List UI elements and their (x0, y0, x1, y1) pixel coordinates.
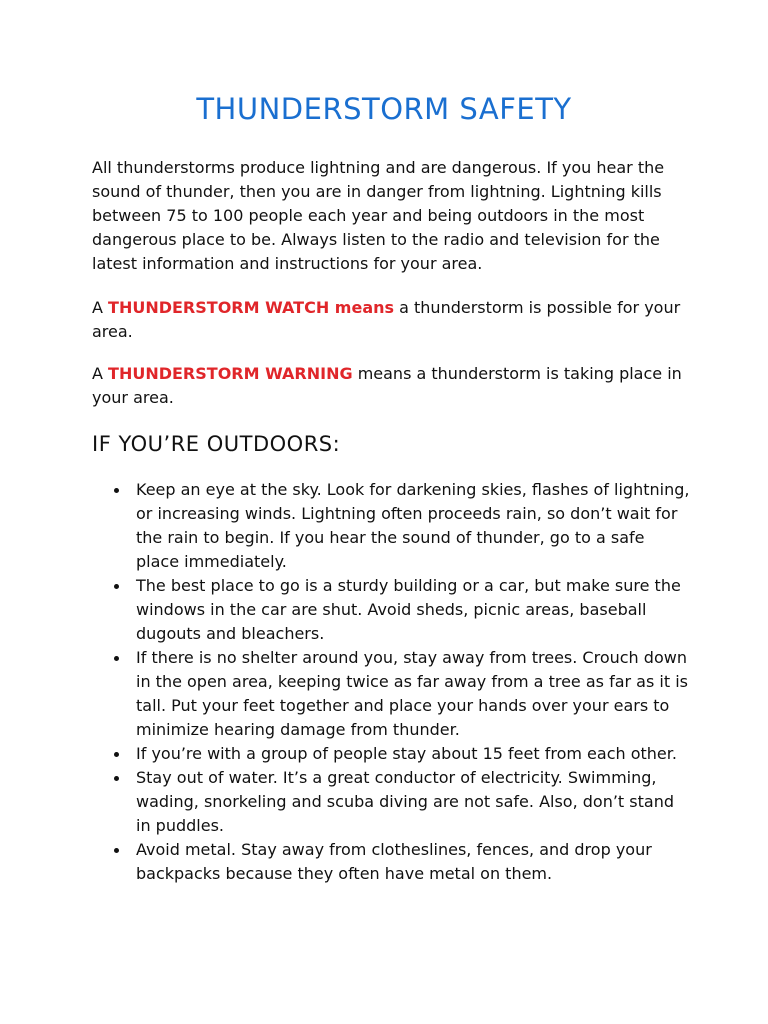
warning-term: THUNDERSTORM WARNING (108, 364, 353, 383)
list-item (92, 646, 692, 742)
warning-rest: means a thunderstorm is taking place in your area. (92, 364, 682, 407)
warning-paragraph (92, 362, 692, 410)
bullet-icon (114, 776, 119, 781)
bullet-icon (114, 656, 119, 661)
page-title: THUNDERSTORM SAFETY (196, 92, 572, 126)
watch-rest: a thunderstorm is possible for your area. (92, 298, 681, 341)
list-item (92, 478, 692, 574)
bullet-icon (114, 848, 119, 853)
intro-paragraph: All thunderstorms produce lightning and are dangerous. If you hear the sound of thunder, then you are in danger from lightning. Lightning kills between 75 to 100 people each year and being outdoors in the most dangerous place to be. Always listen to the radio and television for the latest information and instructions for your area. (92, 158, 665, 273)
bullet-icon (114, 752, 119, 757)
bullet-text: If there is no shelter around you, stay away from trees. Crouch down in the open area, keeping twice as far away from a tree as far as it is tall. Put your feet together and place your hands over your ears to minimize hearing damage from thunder. (136, 648, 688, 739)
outdoors-heading: IF YOU’RE OUTDOORS: (92, 432, 341, 456)
bullet-text: Stay out of water. It’s a great conductor of electricity. Swimming, wading, snorkeling and scuba diving are not safe. Also, don’t stand in puddles. (136, 768, 674, 835)
warning-prefix: A (92, 364, 109, 383)
bullet-text: Keep an eye at the sky. Look for darkening skies, flashes of lightning, or increasing winds. Lightning often proceeds rain, so don’t wait for the rain to begin. If you hear the sound of thunder, go to a safe place immediately. (136, 480, 690, 571)
bullet-icon (114, 584, 119, 589)
bullet-text: The best place to go is a sturdy building or a car, but make sure the windows in the car are shut. Avoid sheds, picnic areas, baseball dugouts and bleachers. (136, 576, 681, 643)
outdoors-bullet-list (92, 478, 692, 886)
list-item (92, 574, 692, 646)
bullet-icon (114, 488, 119, 493)
watch-term: THUNDERSTORM WATCH means (108, 298, 395, 317)
watch-prefix: A (92, 298, 109, 317)
bullet-text: If you’re with a group of people stay about 15 feet from each other. (136, 744, 677, 763)
list-item (92, 742, 692, 766)
list-item (92, 838, 692, 886)
watch-paragraph (92, 296, 692, 344)
bullet-text: Avoid metal. Stay away from clotheslines, fences, and drop your backpacks because they often have metal on them. (136, 840, 652, 883)
list-item (92, 766, 692, 838)
